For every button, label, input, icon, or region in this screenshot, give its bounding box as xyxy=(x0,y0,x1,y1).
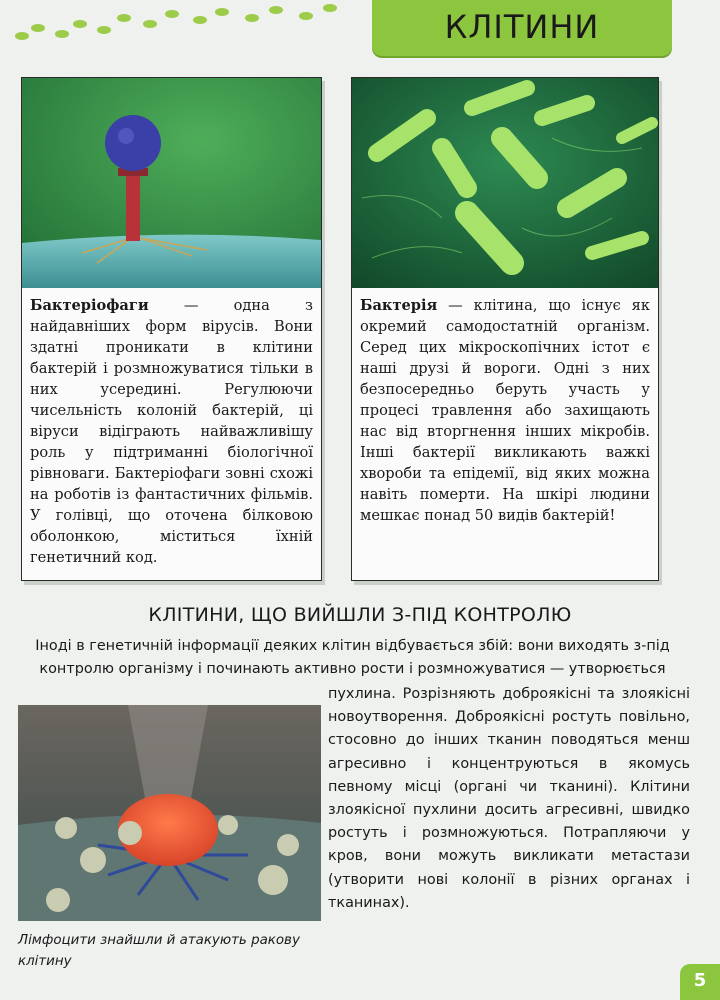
bacteriophage-text: — одна з найдавніших форм вірусів. Вони здатні проникати в клітини бактерій і розмножуватися тільки в них усередині. Регулюючи чисельність колоній бактерій, ці віруси відіграють найважливішу роль у підтриманні біологічної рівноваги. Бактеріофаги зовні схожі на роботів із фантастичних фільмів. У голівці, що оточена білковою оболонкою, міститься їхній генетичний код. xyxy=(30,297,313,566)
section-title: КЛІТИНИ, ЩО ВИЙШЛИ З-ПІД КОНТРОЛЮ xyxy=(148,604,572,626)
footprints-decoration xyxy=(0,0,380,60)
bacteria-panel xyxy=(351,77,659,581)
bacteriophage-term: Бактеріофаги xyxy=(30,297,149,314)
bacteria-text: — клітина, що існує як окремий самодостатній організм. Серед цих мікроскопічних істот є наші друзі й вороги. Одні з них безпосередньо беруть участь у процесі травлення або захищають нас від вторгнення інших мікробів. Інші бактерії викликають важкі хвороби та епідемії, від яких можна навіть померти. На шкірі людини мешкає понад 50 видів бактерій! xyxy=(360,297,650,524)
image-caption: Лімфоцити знайшли й атакують ракову клітину xyxy=(18,933,300,969)
bacteria-image xyxy=(352,78,658,288)
page-number-tab xyxy=(680,964,720,1000)
bacteriophage-description xyxy=(30,295,313,568)
chapter-title: КЛІТИНИ xyxy=(444,8,600,46)
bacteria-description xyxy=(360,295,650,526)
bacteria-term: Бактерія xyxy=(360,297,438,314)
page-number: 5 xyxy=(693,970,707,991)
chapter-tab xyxy=(372,0,672,56)
cancer-cell-image xyxy=(18,705,321,921)
bacteriophage-panel xyxy=(21,77,322,581)
section-body: пухлина. Розрізняють доброякісні та злоякісні новоутворення. Доброякісні ростуть повільно, стосовно до інших тканин поводяться менш агресивно і концентруються в якомусь певному місці (органі чи тканині). Клітини злоякісної пухлини досить агресивні, швидко ростуть і розмножуються. Потрапляючи у кров, вони можуть викликати метастази (утворити нові колонії в різних органах і тканинах). xyxy=(328,686,690,911)
section-intro: Іноді в генетичній інформації деяких клітин відбувається збій: вони виходять з-під контролю організму і починають активно рости і розмножуватися — утворюється xyxy=(35,638,670,677)
bacteriophage-image xyxy=(22,78,321,288)
